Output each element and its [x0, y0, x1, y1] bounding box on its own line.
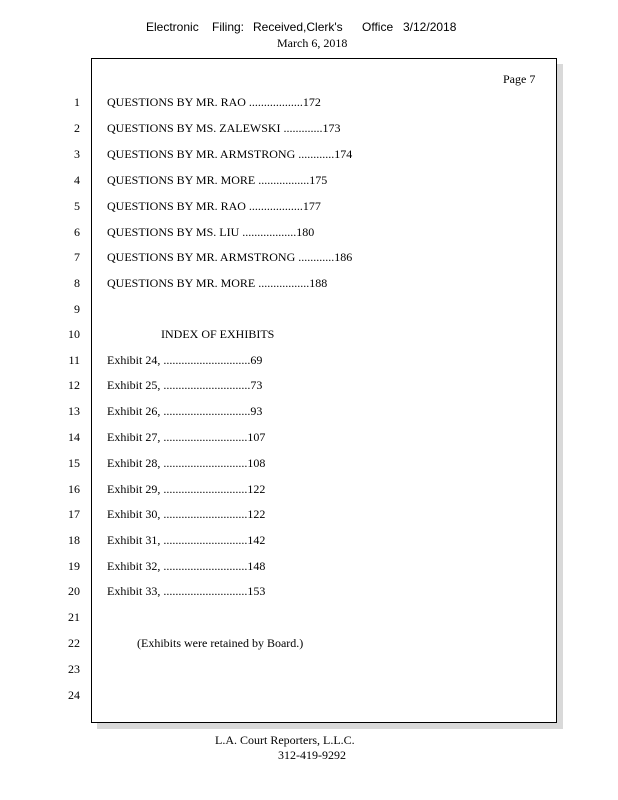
line-text: INDEX OF EXHIBITS — [161, 327, 275, 341]
stamp-received: Received,Clerk's — [253, 20, 343, 34]
line-number: 19 — [68, 559, 80, 573]
line-number: 24 — [68, 688, 80, 702]
line-text: QUESTIONS BY MS. ZALEWSKI .............173 — [107, 121, 341, 135]
line-number: 20 — [68, 584, 80, 598]
line-number: 9 — [74, 302, 80, 316]
line-number: 13 — [68, 404, 80, 418]
line-number: 2 — [74, 121, 80, 135]
page-number: Page 7 — [503, 72, 536, 86]
line-number: 15 — [68, 456, 80, 470]
line-text: QUESTIONS BY MR. RAO ..................172 — [107, 95, 321, 109]
line-text: Exhibit 24, .............................69 — [107, 353, 263, 367]
line-number: 1 — [74, 95, 80, 109]
line-number: 21 — [68, 610, 80, 624]
line-number: 12 — [68, 378, 80, 392]
footer-phone: 312-419-9292 — [278, 748, 346, 762]
line-text: Exhibit 32, ............................148 — [107, 559, 266, 573]
line-number: 14 — [68, 430, 80, 444]
stamp-filing: Filing: — [212, 20, 245, 34]
line-number: 8 — [74, 276, 80, 290]
footer-company: L.A. Court Reporters, L.L.C. — [215, 733, 355, 747]
line-number: 16 — [68, 482, 80, 496]
line-text: (Exhibits were retained by Board.) — [137, 636, 304, 650]
line-text: QUESTIONS BY MR. RAO ..................177 — [107, 199, 321, 213]
line-text: QUESTIONS BY MR. MORE .................175 — [107, 173, 328, 187]
line-text: QUESTIONS BY MR. MORE .................188 — [107, 276, 328, 290]
line-text: Exhibit 28, ............................108 — [107, 456, 266, 470]
stamp-office: Office — [362, 20, 394, 34]
line-text: QUESTIONS BY MR. ARMSTRONG ............186 — [107, 250, 353, 264]
line-number: 11 — [68, 353, 80, 367]
line-text: Exhibit 27, ............................107 — [107, 430, 266, 444]
line-text: Exhibit 29, ............................122 — [107, 482, 266, 496]
line-number: 5 — [74, 199, 80, 213]
line-number: 7 — [74, 250, 80, 264]
line-number: 23 — [68, 662, 80, 676]
transcript-date: March 6, 2018 — [277, 36, 348, 50]
line-number: 18 — [68, 533, 80, 547]
line-number: 10 — [68, 327, 80, 341]
line-text: Exhibit 26, .............................93 — [107, 404, 263, 418]
line-number: 4 — [74, 173, 80, 187]
stamp-electronic: Electronic — [146, 20, 199, 34]
line-text: Exhibit 25, .............................73 — [107, 378, 263, 392]
line-number: 17 — [68, 507, 80, 521]
line-number: 22 — [68, 636, 80, 650]
line-text: QUESTIONS BY MR. ARMSTRONG ............174 — [107, 147, 353, 161]
line-text: Exhibit 30, ............................122 — [107, 507, 266, 521]
line-text: Exhibit 31, ............................142 — [107, 533, 266, 547]
line-number: 3 — [74, 147, 80, 161]
line-number: 6 — [74, 225, 80, 239]
line-text: Exhibit 33, ............................153 — [107, 584, 266, 598]
line-text: QUESTIONS BY MS. LIU ..................180 — [107, 225, 315, 239]
stamp-date: 3/12/2018 — [403, 20, 457, 34]
